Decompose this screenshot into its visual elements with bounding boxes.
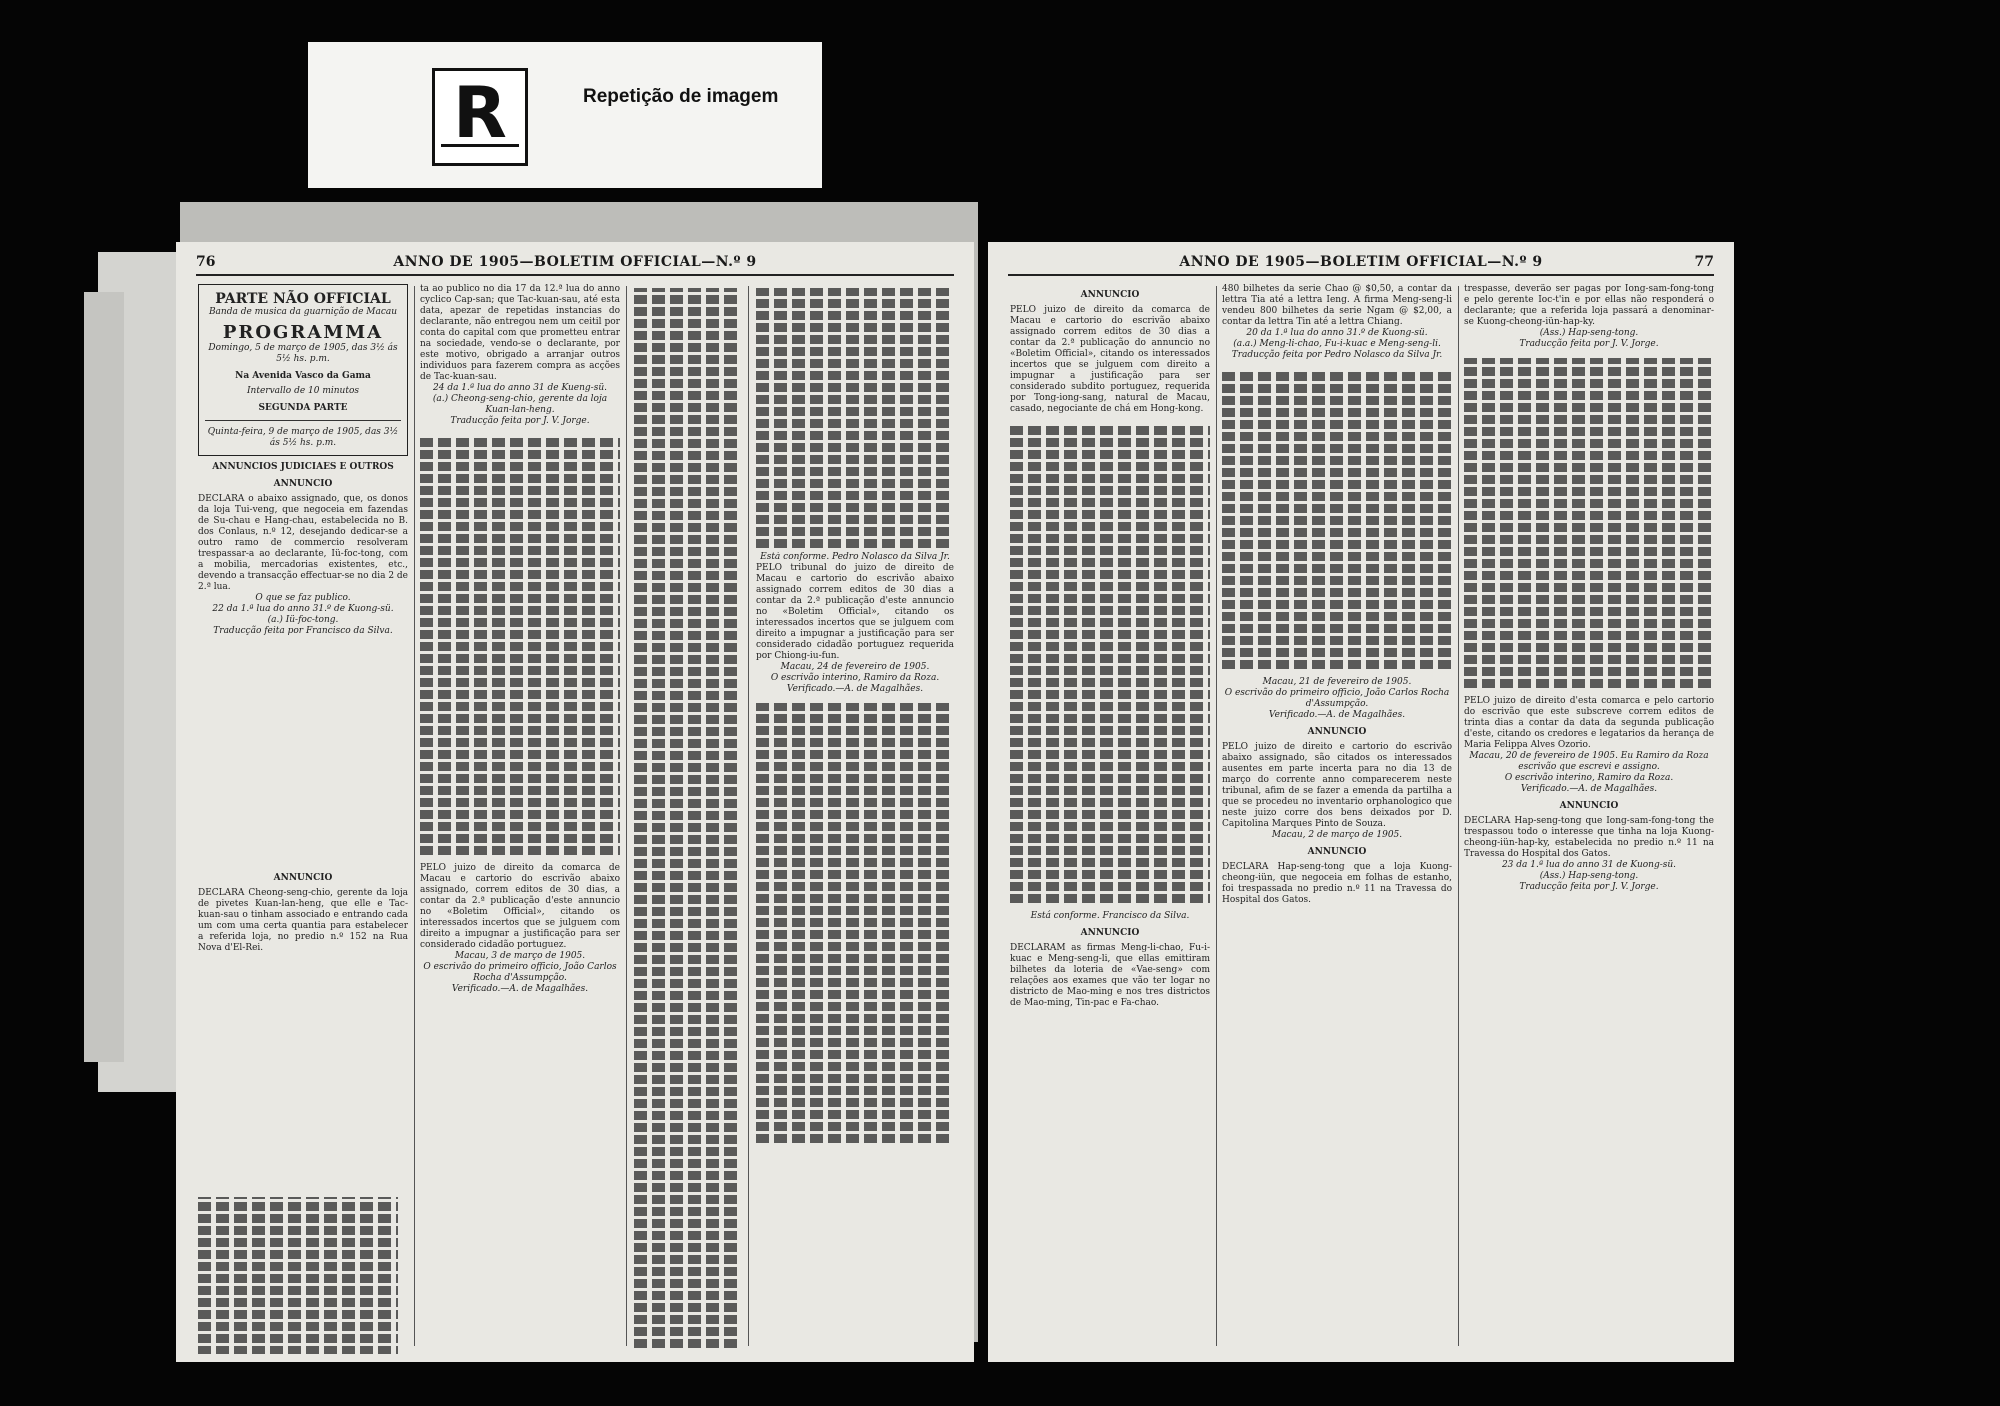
annuncio-heading: ANNUNCIO [1307, 847, 1367, 857]
annuncio-heading: ANNUNCIO [1559, 801, 1619, 811]
col2-verif: Verificado.—A. de Magalhães. [1268, 710, 1406, 720]
chinese-column-3 [634, 288, 742, 1348]
page-number: 76 [196, 254, 216, 270]
header-title: ANNO DE 1905—BOLETIM OFFICIAL—N.º 9 [1179, 254, 1543, 270]
col3-sign2: (Ass.) Hap-seng-tong. [1539, 871, 1639, 881]
judicial-title: ANNUNCIOS JUDICIAES E OUTROS [212, 462, 394, 472]
col4-conf: Está conforme. Pedro Nolasco da Silva Jr. [760, 552, 950, 562]
section-title: PARTE NÃO OFFICIAL [215, 291, 391, 307]
col3-sign: (Ass.) Hap-seng-tong. [1539, 328, 1639, 338]
col2-clerk: O escrivão do primeiro officio, João Carlos Rocha d'Assumpção. [423, 962, 617, 983]
col2-clerk: O escrivão do primeiro officio, João Carlos Rocha d'Assumpção. [1224, 688, 1450, 709]
column-4 [756, 552, 954, 1352]
col2-bottom: PELO juizo de direito da comarca de Macau e cartorio do escrivão abaixo assignado, correm editos de 30 dias, a contar da 2.ª publicação d'este annuncio no «Boletim Official», citando os interessados incertos que se julguem com direito a impugnar a justificação para ser considerado cidadão portuguez. [420, 863, 620, 950]
col2-sign: (a.a.) Meng-li-chao, Fu-i-kuac e Meng-seng-li. [1233, 339, 1441, 349]
annuncio-heading: ANNUNCIO [1080, 928, 1140, 938]
col2-date: 20 da 1.ª lua do anno 31.º de Kuong-sü. [1246, 328, 1428, 338]
col4-place: Macau, 24 de fevereiro de 1905. [780, 662, 930, 672]
programme-box [198, 284, 408, 456]
annuncio-heading: ANNUNCIO [273, 873, 333, 883]
logo-letter: R [453, 72, 507, 154]
declara-2: DECLARA Cheong-seng-chio, gerente da loja de pivetes Kuan-lan-heng, que elle e Tac-kuan-sau o tinham associado e entrando cada um com uma certa quantia para estabelecer a referida loja, no predio n.º 152 na Rua Nova d'El-Rei. [198, 888, 408, 953]
col2-place: Macau, 3 de março de 1905. [454, 951, 586, 961]
annuncio-heading: ANNUNCIO [273, 479, 333, 489]
col3-text: trespasse, deverão ser pagas por Iong-sam-fong-tong e pelo gerente Ioc-t'in e por ellas não responderá o declarante; que a referida loja passará a denominar-se Kuong-cheong-iün-hap-ky. [1464, 284, 1714, 327]
annuncio-heading: ANNUNCIO [1307, 727, 1367, 737]
date-1: Domingo, 5 de março de 1905, das 3½ ás 5½ hs. p.m. [208, 343, 398, 364]
col3-place: Macau, 20 de fevereiro de 1905. Eu Ramiro da Roza escrivão que escrevi e assigno. [1469, 751, 1709, 772]
col3-trad: Traducção feita por J. V. Jorge. [1519, 339, 1659, 349]
venue: Na Avenida Vasco da Gama [235, 371, 371, 381]
col3-declara: DECLARA Hap-seng-tong que Iong-sam-fong-tong the trespassou todo o interesse que tinha na loja Kuong-cheong-iün-hap-ky, estabelecida no predio n.º 11 na Travessa do Hospital dos Gatos. [1464, 816, 1714, 859]
declara-1: DECLARA o abaixo assignado, que, os donos da loja Tui-veng, que negoceia em fazendas de Su-chau e Hang-chau, estabelecida no B. dos Conlaus, n.º 12, desejando dedicar-se a outro ramo de commercio resolveram trespassar-a ao declarante, Iü-foc-tong, com a mobilia, mercadorias existentes, etc., devendo a transacção effectuar-se no dia 2 de 2.ª lua. [198, 494, 408, 592]
column-2 [420, 284, 620, 1354]
col1-declaram: DECLARAM as firmas Meng-li-chao, Fu-i-kuac e Meng-seng-li, que ellas emittiram bilhetes da loteria de «Vae-seng» com relações aos exames que vão ter logar no districto de Mao-ming e nos tres districtos de Mao-ming, Tin-pac e Fa-chao. [1010, 943, 1210, 1008]
interval: Intervallo de 10 minutos [246, 386, 359, 396]
col3-date: 23 da 1.ª lua do anno 31 de Kuong-sü. [1501, 860, 1677, 870]
column-1 [198, 284, 408, 1354]
header-title: ANNO DE 1905—BOLETIM OFFICIAL—N.º 9 [393, 254, 757, 270]
col1-conf: Está conforme. Francisco da Silva. [1030, 911, 1190, 921]
column-2 [1222, 284, 1452, 1354]
col4-mid: PELO tribunal do juizo de direito de Macau e cartorio do escrivão abaixo assignado correm editos de 30 dias a contar da 2.ª publicação d'este annuncio no «Boletim Official», citando os interessados incertos que se julguem com direito a impugnar a justificação para ser considerado cidadão portuguez requerida por Chiong-iu-fun. [756, 563, 954, 661]
col1-text: PELO juizo de direito da comarca de Macau e cartorio do escrivão abaixo assignado correm editos de 30 dias a contar da 2.ª publicação do annuncio no «Boletim Official», citando os interessados incertos que se julguem com direito a impugnar a justificação para ser considerado subdito portuguez, requerida por Tong-iong-sang, natural de Macau, casado, negociante de chá em Hong-kong. [1010, 305, 1210, 414]
page-header [1008, 252, 1714, 276]
page-header [196, 252, 954, 276]
band-line: Banda de musica da guarnição de Macau [208, 307, 398, 317]
col2-declara: DECLARA Hap-seng-tong que a loja Kuong-cheong-iün, que negoceia em folhas de estanho, foi trespassada no predio n.º 11 na Travessa do Hospital dos Gatos. [1222, 862, 1452, 905]
col2-sign: (a.) Cheong-seng-chio, gerente da loja Kuan-lan-heng. [432, 394, 608, 415]
chinese-text-block [756, 703, 954, 1143]
programme-title: PROGRAMMA [222, 322, 384, 343]
col3-pelo: PELO juizo de direito d'esta comarca e pelo cartorio do escrivão que este subscreve correm editos de trinta dias a contar da data da segunda publicação d'este, citando os credores e legatarios da herança de Maria Felippa Alves Ozorio. [1464, 696, 1714, 750]
column-3 [1464, 284, 1714, 1354]
tag-label: Repetição de imagem [583, 86, 779, 107]
chinese-text-block [420, 435, 620, 855]
trad-1: Traducção feita por Francisco da Silva. [213, 626, 393, 636]
second-part: SEGUNDA PARTE [258, 403, 348, 413]
sign-1: (a.) Iü-foc-tong. [267, 615, 339, 625]
col2-trad: Traducção feita por Pedro Nolasco da Silva Jr. [1231, 350, 1443, 360]
annuncio-heading: ANNUNCIO [1080, 290, 1140, 300]
chinese-text-block [1222, 369, 1452, 669]
repetition-tag [308, 42, 822, 188]
col2-trad: Traducção feita por J. V. Jorge. [450, 416, 590, 426]
col2-date: 24 da 1.ª lua do anno 31 de Kueng-sü. [433, 383, 607, 393]
chinese-text-block [1010, 423, 1210, 903]
footer-1: O que se faz publico. [255, 593, 351, 603]
r-logo-icon [432, 68, 528, 166]
page-number: 77 [1694, 254, 1714, 270]
col2-text: 480 bilhetes da serie Chao @ $0,50, a contar da lettra Tia até a lettra Ieng. A firma Meng-seng-li vendeu 800 bilhetes da serie Ngam @ $2,00, a contar da lettra Tin até a lettra Chiang. [1222, 284, 1452, 327]
col2-place2: Macau, 2 de março de 1905. [1271, 830, 1403, 840]
col4-verif: Verificado.—A. de Magalhães. [786, 684, 924, 694]
col2-place: Macau, 21 de fevereiro de 1905. [1262, 677, 1412, 687]
col2-text: ta ao publico no dia 17 da 12.ª lua do anno cyclico Cap-san; que Tac-kuan-sau, até esta data, apezar de repetidas instancias do declarante, não entregou nem um ceitil por conta do capital com que prometteu entrar na sociedade, vendo-se o declarante, por este motivo, obrigado a arranjar outros individuos para fazerem compra as acções de Tac-kuan-sau. [420, 284, 620, 382]
col3-trad2: Traducção feita por J. V. Jorge. [1519, 882, 1659, 892]
column-1 [1010, 284, 1210, 1354]
right-page [988, 242, 1734, 1362]
col4-clerk: O escrivão interino, Ramiro da Roza. [770, 673, 940, 683]
col3-clerk: O escrivão interino, Ramiro da Roza. [1504, 773, 1674, 783]
left-page [176, 242, 974, 1362]
col2-pelo: PELO juizo de direito e cartorio do escrivão abaixo assignado, são citados os interessados ausentes em parte incerta para no dia 13 de março do corrente anno comparecerem neste tribunal, afim de se fazer a emenda da partilha a que se procedeu no inventario orphanologico que neste juizo corre dos bens deixados por D. Capitolina Marques Pinto de Souza. [1222, 742, 1452, 829]
chinese-column-4-top [756, 288, 954, 548]
date-2: Quinta-feira, 9 de março de 1905, das 3½ ás 5½ hs. p.m. [207, 427, 399, 448]
paper-stack [84, 292, 124, 1062]
date-line-1: 22 da 1.ª lua do anno 31.º de Kuong-sü. [212, 604, 394, 614]
col3-verif: Verificado.—A. de Magalhães. [1520, 784, 1658, 794]
col2-verif: Verificado.—A. de Magalhães. [451, 984, 589, 994]
chinese-text-block [1464, 358, 1714, 688]
chinese-text-block [198, 1197, 398, 1354]
